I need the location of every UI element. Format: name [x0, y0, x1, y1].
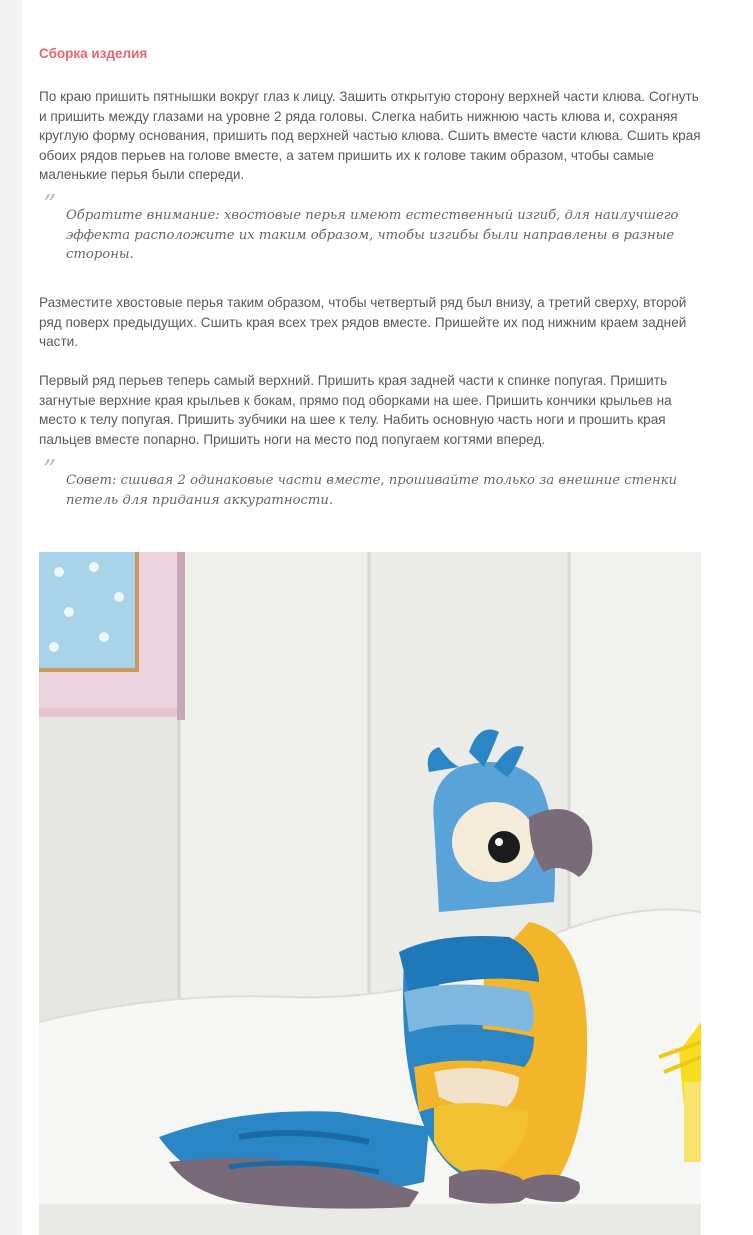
parrot-photo	[39, 552, 701, 1235]
paragraph-3: Первый ряд перьев теперь самый верхний. Пришить края задней части к спинке попугая. Пришить загнутые верхние края крыльев к бокам, прямо под оборками на шее. Пришить кончики крыльев на место к телу попугая. Пришить зубчики на шее к телу. Набить основную часть ноги и прошить края пальцев вместе попарно. Пришить ноги на место под попугаем когтями вперед.	[39, 373, 672, 447]
paragraph-2: Разместите хвостовые перья таким образом, чтобы четвертый ряд был внизу, а третий сверху, второй ряд поверх предыдущих. Сшить края всех трех рядов вместе. Пришейте их под нижним краем задней части.	[39, 295, 687, 349]
quote-note: Обратите внимание: хвостовые перья имеют естественный изгиб, для наилучшего эффекта расположите их таким образом, чтобы изгибы были направлены в разные стороны.	[66, 208, 679, 262]
paragraph-1: По краю пришить пятнышки вокруг глаз к лицу. Зашить открытую сторону верхней части клюва. Согнуть и пришить между глазами на уровне 2 ряда головы. Слегка набить нижнюю часть клюва и, сохраняя круглую форму основания, пришить под верхней частью клюва. Сшить вместе части клюва. Сшить края обоих рядов перьев на голове вместе, а затем пришить их к голове таким образом, чтобы самые маленькие перья были спереди.	[39, 89, 701, 182]
picture-frame	[39, 552, 185, 720]
section-heading: Сборка изделия	[39, 46, 148, 61]
quote-mark-icon: ”	[43, 455, 57, 485]
page	[22, 0, 753, 1235]
quote-tip: Совет: сшивая 2 одинаковые части вместе, прошивайте только за внешние стенки петель для придания аккуратности.	[66, 473, 678, 508]
quote-mark-icon: ”	[43, 190, 57, 220]
